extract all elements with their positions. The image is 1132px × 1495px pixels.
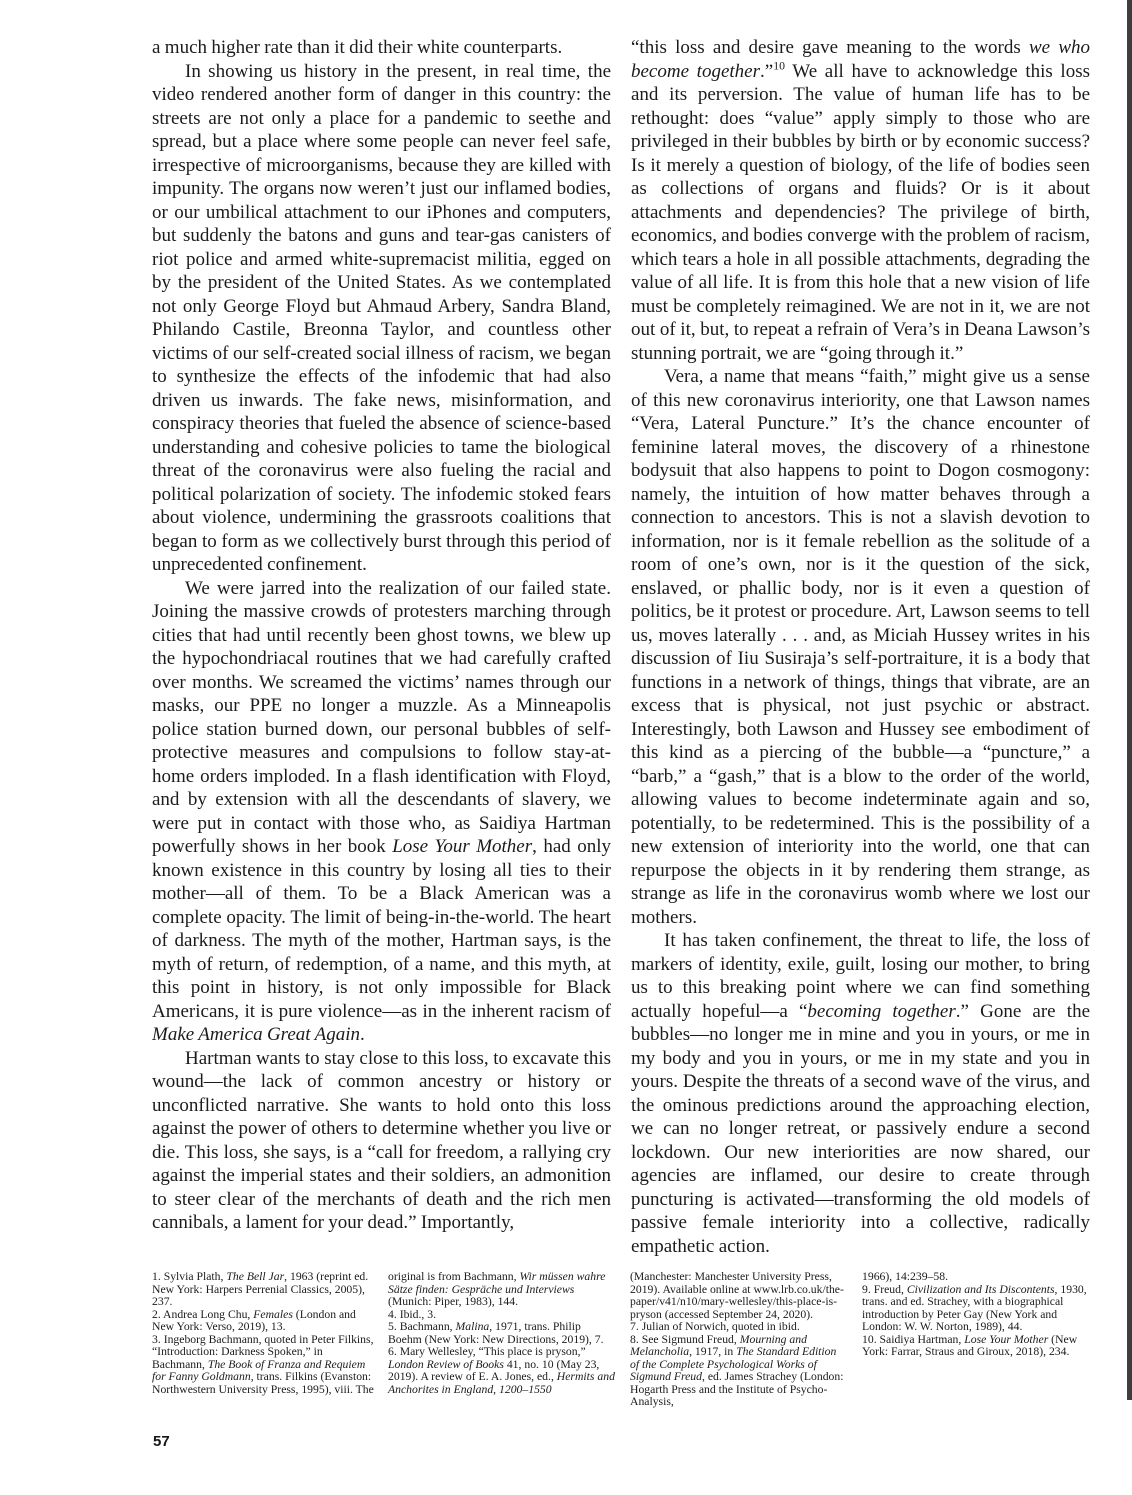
paragraph-right-1: “this loss and desire gave meaning to the words we who become together.”$^{10}$ We all have to acknowledge this loss and its perversion. The value of human life has to be rethought: does “value” apply simply to those who are privileged in their bubbles by birth or by economic success? Is it merely a question of biology, of the life of bodies seen as collections of organs and fluids? Or is it about attachments and dependencies? The privilege of birth, economics, and bodies converge with the problem of racism, which tears a hole in all possible attachments, degrading the value of all life. It is from this hole that a new vision of life must be completely reimagined. We are not in it, we are not out of it, but, to repeat a refrain of Vera’s in Deana Lawson’s stunning portrait, we are “going through it.” [631,37,1090,364]
footnote-column-2 [388,1271,616,1409]
paragraph-left-4: Hartman wants to stay close to this loss, to excavate this wound—the lack of common ancestry or history or unconflicted narrative. She wants to hold onto this loss against the power of others to determine whether you live or die. This loss, she says, is a “call for freedom, a rallying cry against the imperial states and their soldiers, an admonition to steer clear of the merchants of death and the rich men cannibals, a lament for your dead.” Importantly, [152,1047,611,1233]
footnote-column-3 [630,1271,848,1409]
right-column [631,36,1090,1268]
footnote-6-continued: (Manchester: Manchester University Press, 2019). Available online at www.lrb.co.uk/the-paper/v41/n10/mary-wellesley/this-place-is-pryson (accessed September 24, 2020). [630,1270,844,1321]
footnote-9: 9. Freud, Civilization and Its Discontents, 1930, trans. and ed. Strachey, with a biographical introduction by Peter Gay (New York and London: W. W. Norton, 1989), 44. [862,1282,1087,1333]
two-column-body-text [152,36,1090,1268]
paragraph-left-3: We were jarred into the realization of our failed state. Joining the massive crowds of protesters marching through cities that had until recently been ghost towns, we blew up the hypochondriacal routines that we had carefully crafted over months. We screamed the victims’ names through our masks, our PPE no longer a muzzle. As a Minneapolis police station burned down, our personal bubbles of self-protective measures and compulsions to follow stay-at-home orders imploded. In a flash identification with Floyd, and by extension with all the descendants of slavery, we were put in contact with those who, as Saidiya Hartman powerfully shows in her book Lose Your Mother, had only known existence in this country by losing all ties to their mother—all of them. To be a Black American was a complete opacity. The limit of being-in-the-world. The heart of darkness. The myth of the mother, Hartman says, is the myth of return, of redemption, of a name, and this myth, at this point in history, is not only impossible for Black Americans, it is pure violence—as in the inherent racism of Make America Great Again. [152,577,612,1045]
footnote-8-continued: 1966), 14:239–58. [862,1270,949,1283]
left-column [152,36,611,1268]
footnote-3: 3. Ingeborg Bachmann, quoted in Peter Filkins, “Introduction: Darkness Spoken,” in Bachmann, The Book of Franza and Requiem for Fanny Goldmann, trans. Filkins (Evanston: Northwestern University Press, 1995), viii. The [152,1332,374,1396]
footnote-column-1 [152,1271,374,1409]
paragraph-left-1: a much higher rate than it did their white counterparts. [152,37,563,58]
footnote-2: 2. Andrea Long Chu, Females (London and New York: Verso, 2019), 13. [152,1307,356,1333]
footnote-4: 4. Ibid., 3. [388,1307,437,1321]
footnotes-section [152,1271,1090,1409]
footnote-1: 1. Sylvia Plath, The Bell Jar, 1963 (reprint ed. New York: Harpers Perrenial Classics, 2005), 237. [152,1270,369,1308]
footnote-10: 10. Saidiya Hartman, Lose Your Mother (New York: Farrar, Straus and Giroux, 2018), 234. [862,1332,1078,1358]
footnote-5: 5. Bachmann, Malina, 1971, trans. Philip Boehm (New York: New Directions, 2019), 7. [388,1320,604,1346]
paragraph-left-2: In showing us history in the present, in real time, the video rendered another form of danger in this country: the streets are not only a place for a pandemic to seethe and spread, but a place where some people can never feel safe, irrespective of microorganisms, because they are killed with impunity. The organs now weren’t just our inflamed bodies, or our umbilical attachment to our iPhones and computers, but suddenly the batons and guns and tear-gas canisters of riot police and armed white-supremacist militia, egged on by the president of the United States. As we contemplated not only George Floyd but Ahmaud Arbery, Sandra Bland, Philando Castile, Breonna Taylor, and countless other victims of our self-created social illness of racism, we began to synthesize the effects of the infodemic that had also driven us inwards. The fake news, misinformation, and conspiracy theories that fueled the absence of science-based understanding and cohesive policies to tame the biological threat of the coronavirus were also fueling the racial and political polarization of society. The infodemic stoked fears about violence, undermining the grassroots coalitions that began to form as we collectively burst through this period of unprecedented confinement. [152,60,611,575]
footnote-7: 7. Julian of Norwich, quoted in ibid. [630,1320,800,1333]
footnote-8: 8. See Sigmund Freud, Mourning and Melancholia, 1917, in The Standard Edition of the Complete Psychological Works of Sigmund Freud, ed. James Strachey (London: Hogarth Press and the Institute of Psycho-Analysis, [630,1332,844,1408]
page-number: 57 [153,1433,170,1450]
scan-edge [1127,0,1132,1400]
paragraph-right-2: Vera, a name that means “faith,” might give us a sense of this new coronavirus interiority, one that Lawson names “Vera, Lateral Puncture.” It’s the chance encounter of feminine lateral moves, the discovery of a rhinestone bodysuit that also happens to point to Dogon cosmogony: namely, the intuition of how matter behaves through a connection to ancestors. This is not a slavish devotion to information, nor is it female rebellion as the solitude of a room of one’s own, nor is it the question of the sick, enslaved, or phallic body, nor is it even a question of politics, be it protest or procedure. Art, Lawson seems to tell us, moves laterally . . . and, as Miciah Hussey writes in his discussion of Iiu Susiraja’s self-portraiture, it is a body that functions in a network of things, things that vibrate, are an excess that is physical, not just psychic or abstract. Interestingly, both Lawson and Hussey see embodiment of this kind as a piercing of the bubble—a “puncture,” a “barb,” a “gash,” that is a blow to the order of the world, allowing values to become indeterminate again and so, potentially, to be redetermined. This is the possibility of a new extension of interiority into the world, one that can repurpose the objects in it by rendering them strange, as strange as life in the coronavirus womb where we lost our mothers. [631,366,1090,928]
paragraph-right-3: It has taken confinement, the threat to life, the loss of markers of identity, exile, guilt, losing our mother, to bring us to this breaking point where we can find something actually hopeful—a “becoming together.” Gone are the bubbles—no longer me in mine and you in yours, or me in my body and you in yours, or me in my state and you in yours. Despite the threats of a second wave of the virus, and the ominous predictions around the approaching election, we can no longer retreat, or passively endure a second lockdown. Our new interiorities are now shared, our agencies are inflamed, our desire to create through puncturing is activated—transforming the old models of passive female interiority into a collective, radically empathetic action. [631,930,1090,1257]
footnote-3-continued: original is from Bachmann, Wir müssen wahre Sätze finden: Gespräche und Interviews (Munich: Piper, 1983), 144. [388,1270,606,1308]
footnote-6: 6. Mary Wellesley, “This place is pryson,” London Review of Books 41, no. 10 (May 23, 2019). A review of E. A. Jones, ed., Hermits and Anchorites in England, 1200–1550 [388,1345,615,1396]
footnote-column-4 [862,1271,1090,1409]
